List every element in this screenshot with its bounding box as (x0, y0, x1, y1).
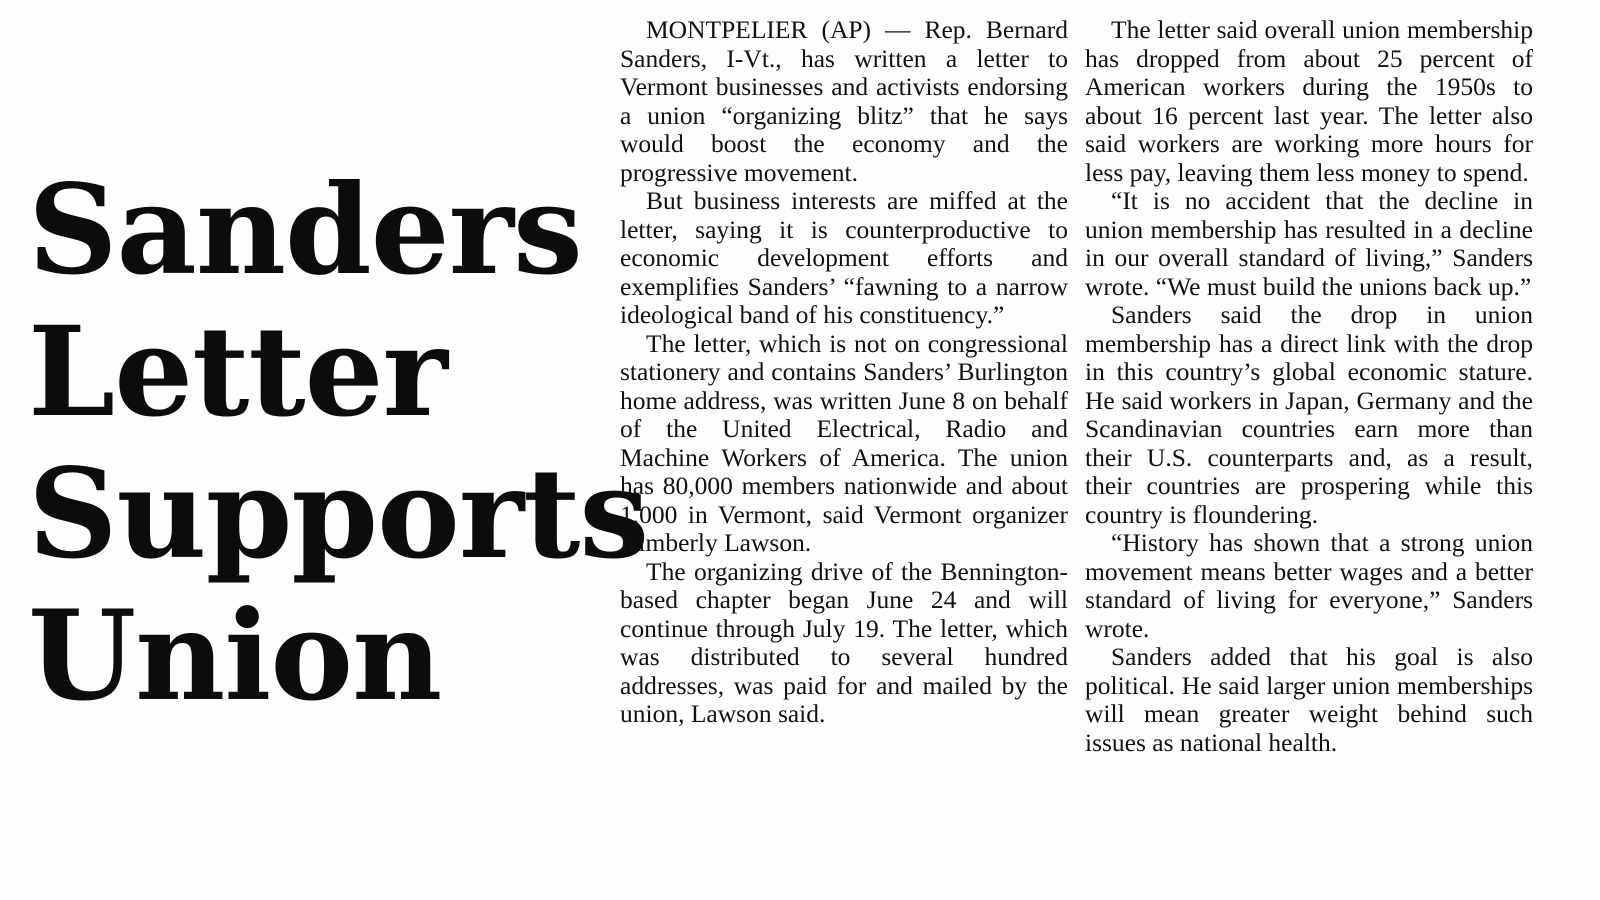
headline-line-2: Letter (28, 300, 447, 445)
article-paragraph: “History has shown that a strong union movement means better wages and a better standard of living for everyone,” Sanders wrote. (1085, 528, 1533, 643)
article-paragraph: Sanders said the drop in union membership has a direct link with the drop in this country’s global economic stature. He said workers in Japan, Germany and the Scandinavian countries earn more than their U.S. counterparts and, as a result, their countries are prospering while this country is floundering. (1085, 300, 1533, 529)
article-paragraph: The letter said overall union membership has dropped from about 25 percent of American workers during the 1950s to about 16 percent last year. The letter also said workers are working more hours for less pay, leaving them less money to spend. (1085, 15, 1533, 187)
article-paragraph: The letter, which is not on congressional stationery and contains Sanders’ Burlington home address, was written June 8 on behalf of the United Electrical, Radio and Machine Workers of America. The union has 80,000 members nationwide and about 1,000 in Vermont, said Vermont organizer Kimberly Lawson. (620, 328, 1068, 557)
headline-line-3: Supports (28, 442, 649, 587)
headline-line-4: Union (28, 584, 442, 729)
headline-line-1: Sanders (28, 158, 582, 303)
article-paragraph: “It is no accident that the decline in union membership has resulted in a decline in our overall standard of living,” Sanders wrote. “We must build the unions back up.” (1085, 186, 1533, 301)
article-paragraph: The organizing drive of the Bennington-based chapter began June 24 and will continue through July 19. The letter, which was distributed to several hundred addresses, was paid for and mailed by the union, Lawson said. (620, 556, 1068, 728)
article-paragraph: MONTPELIER (AP) — Rep. Bernard Sanders, I-Vt., has written a letter to Vermont businesses and activists endorsing a union “organizing blitz” that he says would boost the economy and the progressive movement. (620, 15, 1068, 187)
article-column-1 (620, 16, 1068, 729)
article-paragraph: But business interests are miffed at the letter, saying it is counterproductive to economic development efforts and exemplifies Sanders’ “fawning to a narrow ideological band of his constituency.” (620, 186, 1068, 329)
article-paragraph: Sanders added that his goal is also political. He said larger union memberships will mean greater weight behind such issues as national health. (1085, 642, 1533, 757)
headline (28, 158, 649, 729)
article-column-2 (1085, 16, 1533, 757)
